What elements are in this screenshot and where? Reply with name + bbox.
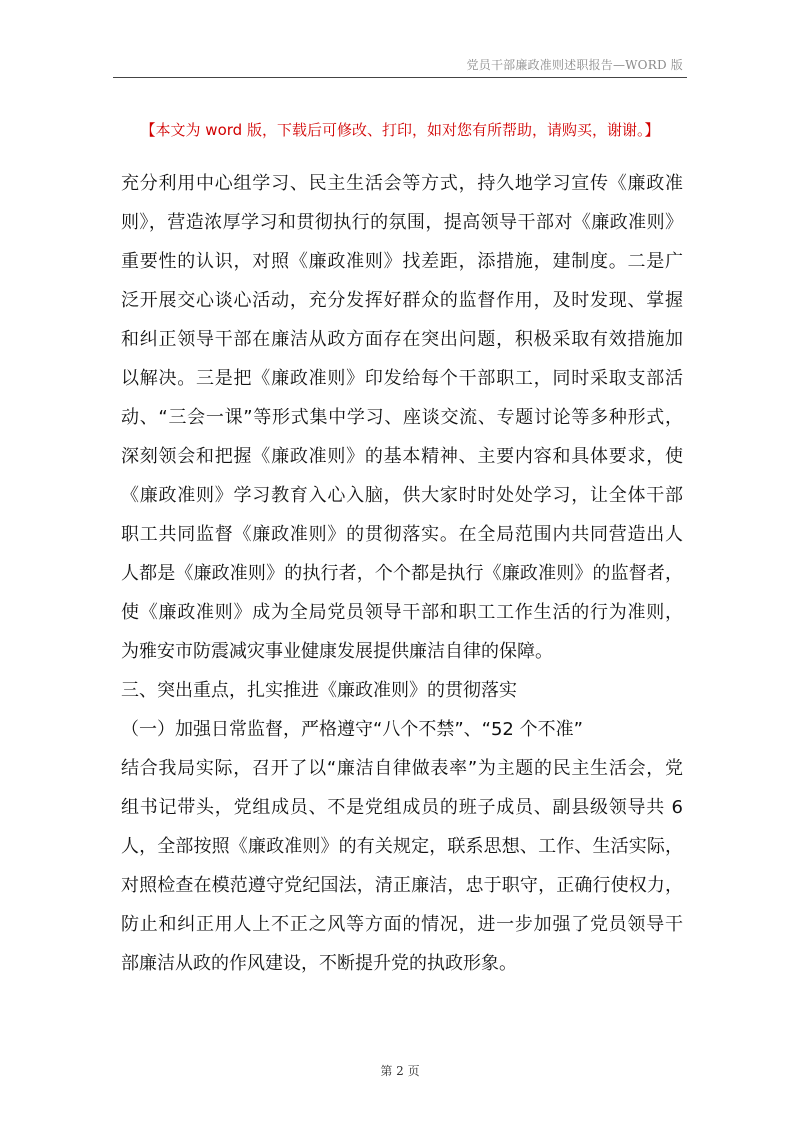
body-line: 职工共同监督《廉政准则》的贯彻落实。在全局范围内共同营造出人 xyxy=(121,524,683,545)
section-heading: 三、突出重点，扎实推进《廉政准则》的贯彻落实 xyxy=(121,680,517,701)
body-line: 部廉洁从政的作风建设，不断提升党的执政形象。 xyxy=(121,953,517,974)
body-line: 重要性的认识，对照《廉政准则》找差距，添措施，建制度。二是广 xyxy=(121,251,683,272)
body-line: 使《廉政准则》成为全局党员领导干部和职工工作生活的行为准则， xyxy=(121,602,683,623)
body-line: 泛开展交心谈心活动，充分发挥好群众的监督作用，及时发现、掌握 xyxy=(121,290,683,311)
body-line: 防止和纠正用人上不正之风等方面的情况，进一步加强了党员领导干 xyxy=(121,914,683,935)
body-line: 以解决。三是把《廉政准则》印发给每个干部职工，同时采取支部活 xyxy=(121,368,683,389)
body-line: 人，全部按照《廉政准则》的有关规定，联系思想、工作、生活实际， xyxy=(121,836,683,857)
body-line: 结合我局实际，召开了以“廉洁自律做表率”为主题的民主生活会，党 xyxy=(121,758,683,779)
running-title: 党员干部廉政准则述职报告—WORD 版 xyxy=(466,58,683,72)
header-divider xyxy=(113,77,687,78)
subsection-heading: （一）加强日常监督，严格遵守“八个不禁”、“52 个不准” xyxy=(121,719,583,740)
body-line: 和纠正领导干部在廉洁从政方面存在突出问题，积极采取有效措施加 xyxy=(121,329,683,350)
body-line: 充分利用中心组学习、民主生活会等方式，持久地学习宣传《廉政准 xyxy=(121,173,683,194)
download-notice: 【本文为 word 版，下载后可修改、打印，如对您有所帮助，请购买，谢谢。】 xyxy=(140,121,660,139)
body-line: 对照检查在模范遵守党纪国法，清正廉洁，忠于职守，正确行使权力， xyxy=(121,875,683,896)
body-line: 组书记带头，党组成员、不是党组成员的班子成员、副县级领导共 6 xyxy=(121,797,683,818)
body-line: 人都是《廉政准则》的执行者，个个都是执行《廉政准则》的监督者， xyxy=(121,563,683,584)
body-line: 为雅安市防震减灾事业健康发展提供廉洁自律的保障。 xyxy=(121,641,553,662)
body-line: 《廉政准则》学习教育入心入脑，供大家时时处处学习，让全体干部 xyxy=(121,485,683,506)
body-line: 动、“三会一课”等形式集中学习、座谈交流、专题讨论等多种形式， xyxy=(121,407,683,428)
page-number: 第 2 页 xyxy=(380,1064,420,1078)
body-line: 则》，营造浓厚学习和贯彻执行的氛围，提高领导干部对《廉政准则》 xyxy=(121,212,683,233)
body-line: 深刻领会和把握《廉政准则》的基本精神、主要内容和具体要求，使 xyxy=(121,446,683,467)
